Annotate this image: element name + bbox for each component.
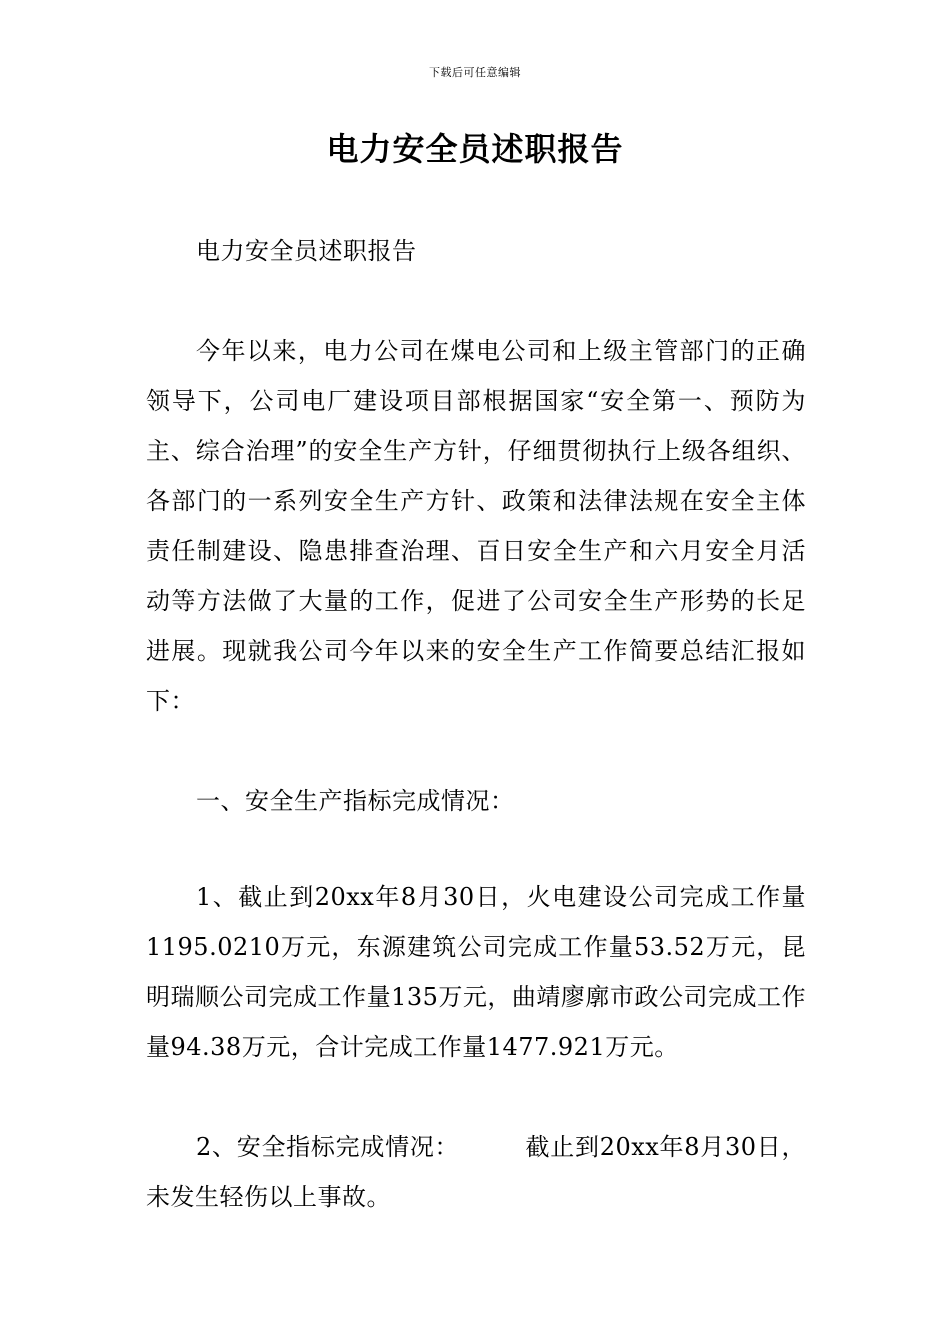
paragraph-safety-label: 2、安全指标完成情况：	[196, 1133, 460, 1161]
document-subtitle: 电力安全员述职报告	[196, 237, 417, 265]
paragraph-safety-text: 截止到20xx年8月30日，未发生轻伤以上事故。	[146, 1133, 806, 1211]
paragraph-workload: 1、截止到20xx年8月30日，火电建设公司完成工作量1195.0210万元，东源建筑公司完成工作量53.52万元，昆明瑞顺公司完成工作量135万元，曲靖廖廓市政公司完成工作量94.38万元，合计完成工作量1477.921万元。	[146, 883, 806, 1061]
header-note: 下载后可任意编辑	[429, 66, 521, 79]
section-heading-1: 一、安全生产指标完成情况：	[196, 787, 515, 815]
paragraph-safety-indicators	[146, 1122, 806, 1222]
paragraph-intro: 今年以来，电力公司在煤电公司和上级主管部门的正确领导下，公司电厂建设项目部根据国家“安全第一、预防为主、综合治理”的安全生产方针，仔细贯彻执行上级各组织、各部门的一系列安全生产方针、政策和法律法规在安全主体责任制建设、隐患排查治理、百日安全生产和六月安全月活动等方法做了大量的工作，促进了公司安全生产形势的长足进展。现就我公司今年以来的安全生产工作简要总结汇报如下：	[146, 337, 806, 715]
document-title: 电力安全员述职报告	[326, 130, 624, 168]
